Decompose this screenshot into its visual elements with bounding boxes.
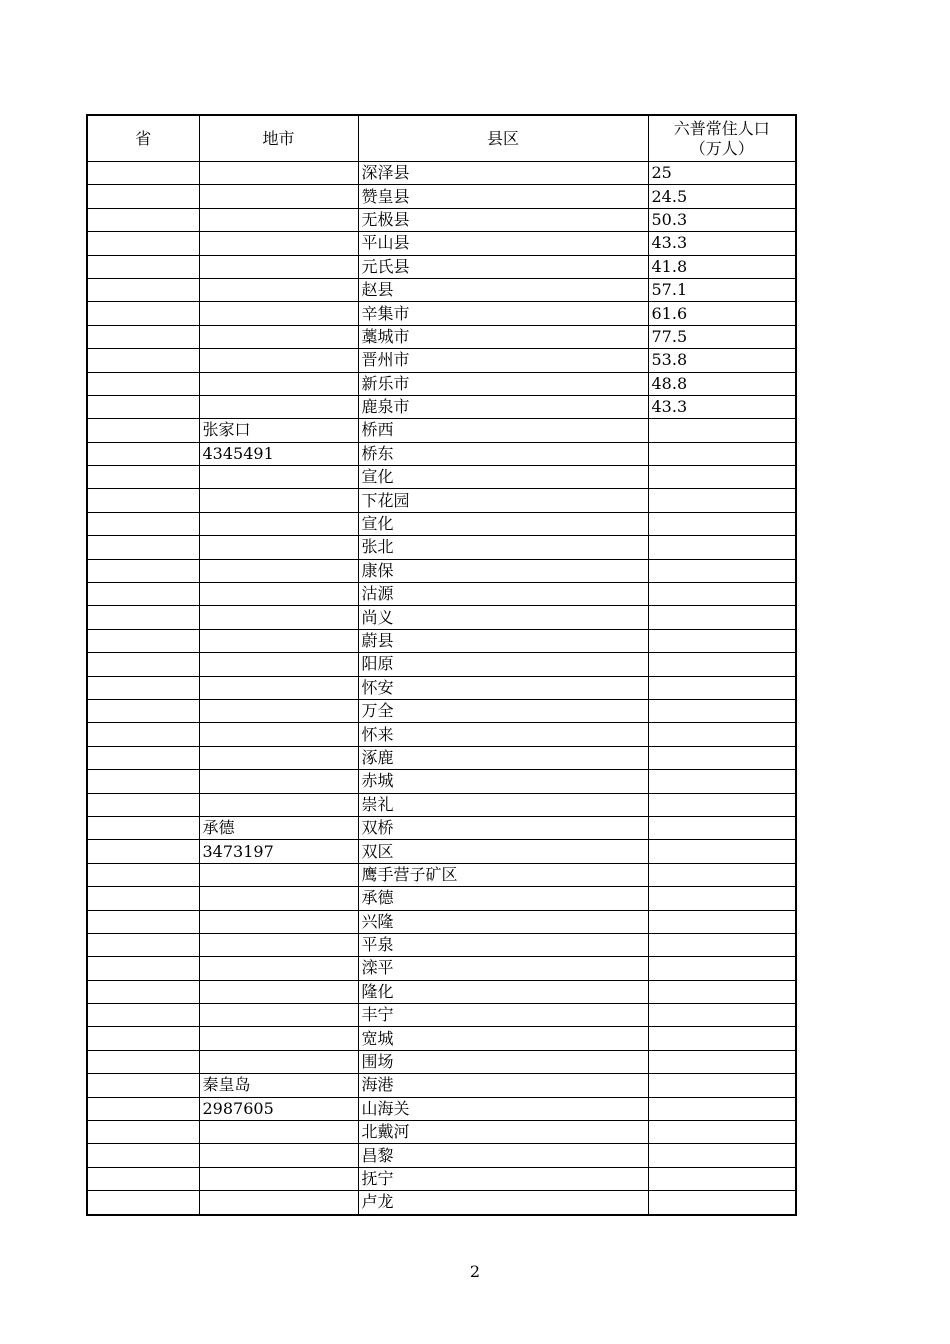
table-row: [87, 583, 796, 606]
table-row: [87, 1121, 796, 1144]
county-cell: 隆化: [358, 980, 648, 1003]
county-cell: 康保: [358, 559, 648, 582]
population-cell: [648, 419, 796, 442]
population-cell: 77.5: [648, 325, 796, 348]
province-cell: [87, 232, 199, 255]
county-cell: 抚宁: [358, 1167, 648, 1190]
province-cell: [87, 770, 199, 793]
county-cell: 怀来: [358, 723, 648, 746]
city-cell: [199, 1027, 358, 1050]
province-cell: [87, 629, 199, 652]
county-cell: 宣化: [358, 466, 648, 489]
city-cell: 3473197: [199, 840, 358, 863]
county-cell: 辛集市: [358, 302, 648, 325]
city-cell: [199, 699, 358, 722]
population-cell: [648, 1027, 796, 1050]
table-row: [87, 1097, 796, 1120]
city-cell: 2987605: [199, 1097, 358, 1120]
province-cell: [87, 723, 199, 746]
province-cell: [87, 1097, 199, 1120]
city-cell: [199, 208, 358, 231]
city-cell: [199, 536, 358, 559]
population-cell: [648, 466, 796, 489]
table-row: [87, 559, 796, 582]
city-cell: [199, 512, 358, 535]
table-row: [87, 489, 796, 512]
province-cell: [87, 1191, 199, 1215]
province-cell: [87, 302, 199, 325]
population-cell: 57.1: [648, 278, 796, 301]
population-cell: [648, 1167, 796, 1190]
table-row: [87, 980, 796, 1003]
city-cell: [199, 887, 358, 910]
population-cell: [648, 887, 796, 910]
population-cell: [648, 1004, 796, 1027]
table-row: [87, 466, 796, 489]
table-body: [87, 162, 796, 1215]
city-cell: [199, 278, 358, 301]
table-row: [87, 162, 796, 185]
city-cell: [199, 489, 358, 512]
table-row: [87, 1191, 796, 1215]
population-cell: [648, 770, 796, 793]
table-row: [87, 1144, 796, 1167]
city-cell: [199, 793, 358, 816]
city-cell: [199, 162, 358, 185]
city-cell: [199, 1167, 358, 1190]
province-cell: [87, 1027, 199, 1050]
table-row: [87, 325, 796, 348]
population-cell: [648, 536, 796, 559]
city-cell: 4345491: [199, 442, 358, 465]
county-cell: 宽城: [358, 1027, 648, 1050]
population-cell: 41.8: [648, 255, 796, 278]
table-row: [87, 1167, 796, 1190]
population-cell: [648, 980, 796, 1003]
table-header: [87, 115, 796, 162]
header-population-line2: （万人）: [689, 138, 754, 158]
county-cell: 涿鹿: [358, 746, 648, 769]
population-cell: 53.8: [648, 349, 796, 372]
province-cell: [87, 1050, 199, 1073]
city-cell: 张家口: [199, 419, 358, 442]
header-population: [648, 115, 796, 162]
county-cell: 赞皇县: [358, 185, 648, 208]
province-cell: [87, 325, 199, 348]
city-cell: [199, 302, 358, 325]
city-cell: [199, 185, 358, 208]
county-cell: 海港: [358, 1074, 648, 1097]
county-cell: 万全: [358, 699, 648, 722]
table-row: [87, 1004, 796, 1027]
county-cell: 桥东: [358, 442, 648, 465]
table-row: [87, 770, 796, 793]
city-cell: [199, 349, 358, 372]
city-cell: [199, 863, 358, 886]
table-row: [87, 442, 796, 465]
population-cell: [648, 1097, 796, 1120]
table-row: [87, 629, 796, 652]
province-cell: [87, 863, 199, 886]
province-cell: [87, 957, 199, 980]
county-cell: 平泉: [358, 933, 648, 956]
county-cell: 怀安: [358, 676, 648, 699]
province-cell: [87, 349, 199, 372]
county-cell: 鹰手营子矿区: [358, 863, 648, 886]
population-cell: [648, 933, 796, 956]
county-cell: 沽源: [358, 583, 648, 606]
province-cell: [87, 583, 199, 606]
city-cell: [199, 232, 358, 255]
table-row: [87, 676, 796, 699]
city-cell: [199, 395, 358, 418]
population-table: [86, 114, 797, 1216]
province-cell: [87, 933, 199, 956]
province-cell: [87, 162, 199, 185]
county-cell: 鹿泉市: [358, 395, 648, 418]
table-row: [87, 933, 796, 956]
table-row: [87, 208, 796, 231]
city-cell: 承德: [199, 816, 358, 839]
city-cell: [199, 723, 358, 746]
province-cell: [87, 793, 199, 816]
table-row: [87, 302, 796, 325]
city-cell: [199, 325, 358, 348]
city-cell: [199, 933, 358, 956]
table-row: [87, 840, 796, 863]
county-cell: 晋州市: [358, 349, 648, 372]
population-cell: 50.3: [648, 208, 796, 231]
population-cell: [648, 1121, 796, 1144]
city-cell: [199, 980, 358, 1003]
header-population-line1: 六普常住人口: [673, 118, 770, 138]
table-row: [87, 1074, 796, 1097]
county-cell: 兴隆: [358, 910, 648, 933]
county-cell: 承德: [358, 887, 648, 910]
province-cell: [87, 746, 199, 769]
province-cell: [87, 676, 199, 699]
county-cell: 卢龙: [358, 1191, 648, 1215]
table-row: [87, 349, 796, 372]
city-cell: [199, 583, 358, 606]
city-cell: 秦皇岛: [199, 1074, 358, 1097]
city-cell: [199, 653, 358, 676]
table-row: [87, 723, 796, 746]
population-cell: [648, 746, 796, 769]
city-cell: [199, 1004, 358, 1027]
table-row: [87, 278, 796, 301]
table-row: [87, 1050, 796, 1073]
table-row: [87, 699, 796, 722]
county-cell: 桥西: [358, 419, 648, 442]
county-cell: 昌黎: [358, 1144, 648, 1167]
city-cell: [199, 466, 358, 489]
table-row: [87, 653, 796, 676]
table-row: [87, 512, 796, 535]
table-row: [87, 395, 796, 418]
county-cell: 藁城市: [358, 325, 648, 348]
province-cell: [87, 887, 199, 910]
city-cell: [199, 1121, 358, 1144]
city-cell: [199, 1144, 358, 1167]
population-cell: [648, 957, 796, 980]
county-cell: 赤城: [358, 770, 648, 793]
city-cell: [199, 770, 358, 793]
population-cell: 61.6: [648, 302, 796, 325]
table-row: [87, 746, 796, 769]
province-cell: [87, 1121, 199, 1144]
province-cell: [87, 536, 199, 559]
province-cell: [87, 910, 199, 933]
county-cell: 新乐市: [358, 372, 648, 395]
county-cell: 山海关: [358, 1097, 648, 1120]
province-cell: [87, 816, 199, 839]
county-cell: 北戴河: [358, 1121, 648, 1144]
population-cell: [648, 863, 796, 886]
header-city: 地市: [199, 115, 358, 162]
population-cell: [648, 1144, 796, 1167]
city-cell: [199, 676, 358, 699]
table-row: [87, 887, 796, 910]
city-cell: [199, 957, 358, 980]
city-cell: [199, 559, 358, 582]
population-cell: [648, 606, 796, 629]
county-cell: 蔚县: [358, 629, 648, 652]
page-number: 2: [469, 1262, 481, 1281]
province-cell: [87, 185, 199, 208]
city-cell: [199, 629, 358, 652]
province-cell: [87, 840, 199, 863]
header-county: 县区: [358, 115, 648, 162]
header-province: 省: [87, 115, 199, 162]
table-row: [87, 606, 796, 629]
population-cell: 43.3: [648, 395, 796, 418]
province-cell: [87, 208, 199, 231]
population-cell: 43.3: [648, 232, 796, 255]
population-cell: [648, 1050, 796, 1073]
province-cell: [87, 489, 199, 512]
province-cell: [87, 1144, 199, 1167]
province-cell: [87, 559, 199, 582]
county-cell: 尚义: [358, 606, 648, 629]
table-row: [87, 816, 796, 839]
city-cell: [199, 746, 358, 769]
population-cell: [648, 723, 796, 746]
province-cell: [87, 419, 199, 442]
population-cell: 24.5: [648, 185, 796, 208]
header-row: [87, 115, 796, 162]
province-cell: [87, 1074, 199, 1097]
county-cell: 赵县: [358, 278, 648, 301]
province-cell: [87, 512, 199, 535]
province-cell: [87, 1167, 199, 1190]
city-cell: [199, 372, 358, 395]
county-cell: 无极县: [358, 208, 648, 231]
county-cell: 张北: [358, 536, 648, 559]
province-cell: [87, 442, 199, 465]
city-cell: [199, 606, 358, 629]
county-cell: 深泽县: [358, 162, 648, 185]
population-cell: [648, 816, 796, 839]
population-cell: [648, 489, 796, 512]
population-cell: [648, 559, 796, 582]
province-cell: [87, 395, 199, 418]
county-cell: 阳原: [358, 653, 648, 676]
county-cell: 围场: [358, 1050, 648, 1073]
population-cell: [648, 840, 796, 863]
population-cell: [648, 1074, 796, 1097]
population-cell: [648, 676, 796, 699]
city-cell: [199, 1050, 358, 1073]
table-row: [87, 793, 796, 816]
province-cell: [87, 1004, 199, 1027]
province-cell: [87, 255, 199, 278]
city-cell: [199, 910, 358, 933]
county-cell: 双桥: [358, 816, 648, 839]
population-cell: [648, 793, 796, 816]
county-cell: 滦平: [358, 957, 648, 980]
table-row: [87, 372, 796, 395]
table-row: [87, 957, 796, 980]
population-cell: 25: [648, 162, 796, 185]
province-cell: [87, 653, 199, 676]
population-cell: 48.8: [648, 372, 796, 395]
table-row: [87, 863, 796, 886]
county-cell: 崇礼: [358, 793, 648, 816]
province-cell: [87, 606, 199, 629]
county-cell: 平山县: [358, 232, 648, 255]
county-cell: 双区: [358, 840, 648, 863]
province-cell: [87, 372, 199, 395]
county-cell: 宣化: [358, 512, 648, 535]
province-cell: [87, 980, 199, 1003]
table-row: [87, 419, 796, 442]
population-cell: [648, 512, 796, 535]
population-cell: [648, 653, 796, 676]
table-row: [87, 232, 796, 255]
population-cell: [648, 699, 796, 722]
population-cell: [648, 910, 796, 933]
province-cell: [87, 699, 199, 722]
city-cell: [199, 255, 358, 278]
county-cell: 丰宁: [358, 1004, 648, 1027]
table-row: [87, 255, 796, 278]
table-row: [87, 1027, 796, 1050]
table-row: [87, 185, 796, 208]
county-cell: 下花园: [358, 489, 648, 512]
county-cell: 元氏县: [358, 255, 648, 278]
table-row: [87, 536, 796, 559]
population-cell: [648, 629, 796, 652]
population-cell: [648, 442, 796, 465]
table-row: [87, 910, 796, 933]
population-cell: [648, 1191, 796, 1215]
population-cell: [648, 583, 796, 606]
city-cell: [199, 1191, 358, 1215]
province-cell: [87, 278, 199, 301]
province-cell: [87, 466, 199, 489]
